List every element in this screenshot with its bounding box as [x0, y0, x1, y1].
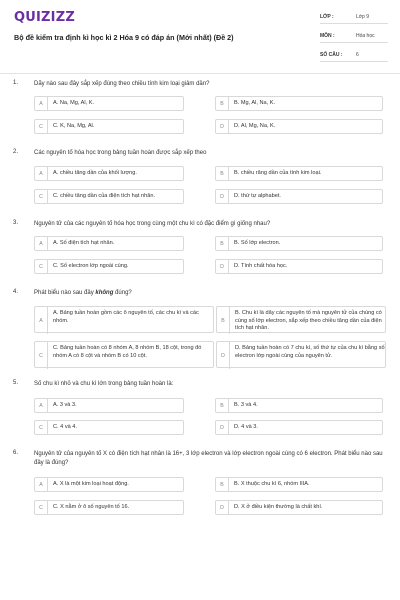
option-letter: B: [216, 97, 229, 110]
option-letter: A: [35, 97, 48, 110]
question-text: [34, 289, 384, 298]
worksheet-meta: [320, 10, 388, 67]
option-letter: D: [216, 190, 229, 203]
meta-question-count: [320, 48, 388, 62]
option-c[interactable]: [34, 500, 184, 515]
option-text: C. 4 và 4.: [53, 423, 77, 430]
meta-subject-label: MÔN :: [320, 32, 335, 39]
question-number: 3.: [13, 220, 19, 226]
question-text: Nguyên tử của các nguyên tố hóa học trong cùng một chu kì có đặc điểm gì giống nhau?: [34, 221, 271, 227]
option-d[interactable]: [215, 189, 383, 204]
option-text: A. Số điện tích hạt nhân.: [53, 239, 115, 246]
meta-count-value: 6: [356, 51, 359, 58]
option-b[interactable]: [215, 477, 383, 492]
question-number: 6.: [13, 450, 19, 456]
option-c[interactable]: [34, 259, 184, 274]
option-letter: A: [35, 167, 48, 180]
option-letter: C: [35, 120, 48, 133]
option-letter: C: [35, 260, 48, 273]
option-letter: B: [217, 307, 230, 334]
option-text: A. X là một kim loại hoạt động.: [53, 480, 129, 487]
option-letter: D: [216, 260, 229, 273]
question-number: 5.: [13, 380, 19, 386]
option-text: C. K, Na, Mg, Al.: [53, 122, 95, 129]
option-letter: C: [35, 421, 48, 434]
meta-subject-value: Hóa học: [356, 32, 375, 39]
option-a[interactable]: [34, 96, 184, 111]
option-letter: C: [35, 501, 48, 514]
option-text: A. 3 và 3.: [53, 401, 77, 408]
meta-class-value: Lớp 9: [356, 13, 370, 20]
header-divider: [0, 73, 400, 74]
option-letter: C: [35, 190, 48, 203]
option-letter: B: [216, 399, 229, 412]
option-a[interactable]: [34, 236, 184, 251]
option-a[interactable]: [34, 306, 214, 333]
question-number: 2.: [13, 149, 19, 155]
meta-count-label: SỐ CÂU :: [320, 51, 343, 58]
option-b[interactable]: [215, 166, 383, 181]
question-text: Dãy nào sau đây sắp xếp đúng theo chiều tính kim loại giảm dần?: [34, 81, 210, 87]
option-c[interactable]: [34, 341, 214, 368]
option-text: B. Mg, Al, Na, K.: [234, 99, 276, 106]
option-letter: B: [216, 478, 229, 491]
meta-class: [320, 10, 388, 24]
option-letter: A: [35, 478, 48, 491]
question-number: 1.: [13, 80, 19, 86]
option-d[interactable]: [215, 259, 383, 274]
question-text-after: đúng?: [113, 290, 132, 296]
meta-class-label: LỚP :: [320, 13, 334, 20]
question-text: Số chu kì nhỏ và chu kì lớn trong bảng tuần hoàn là:: [34, 381, 174, 387]
option-d[interactable]: [215, 500, 383, 515]
option-letter: A: [35, 237, 48, 250]
meta-subject: [320, 29, 388, 43]
option-text: C. chiều tăng dần của điện tích hạt nhân.: [53, 192, 156, 199]
option-c[interactable]: [34, 420, 184, 435]
question-text-emphasis: không: [95, 290, 114, 296]
option-letter: A: [35, 307, 48, 334]
option-text: D. Bảng tuần hoàn có 7 chu kì, số thứ tự của chu kì bằng số electron lớp ngoài cùng của nguyên tử.: [235, 345, 385, 359]
option-a[interactable]: [34, 477, 184, 492]
option-text: B. X thuộc chu kì 6, nhóm IIIA.: [234, 480, 310, 487]
question-text: Nguyên tử của nguyên tố X có điện tích hạt nhân là 16+, 3 lớp electron và lớp electron ngoài cùng có 6 electron. Phát biểu nào sau đây là đúng?: [34, 451, 383, 466]
quizizz-logo[interactable]: QUIZIZZ: [14, 10, 75, 25]
option-b[interactable]: [215, 96, 383, 111]
option-c[interactable]: [34, 119, 184, 134]
option-text: B. 3 và 4.: [234, 401, 258, 408]
option-text: C. Số electron lớp ngoài cùng.: [53, 262, 129, 269]
option-a[interactable]: [34, 398, 184, 413]
option-b[interactable]: [215, 236, 383, 251]
option-text: D. X ở điều kiện thường là chất khí.: [234, 503, 323, 510]
option-a[interactable]: [34, 166, 184, 181]
option-letter: A: [35, 399, 48, 412]
option-text: A. Bảng tuần hoàn gồm các ô nguyên tố, các chu kì và các nhóm.: [53, 310, 199, 324]
option-letter: D: [216, 501, 229, 514]
option-d[interactable]: [216, 341, 386, 368]
option-text: C. X nằm ở ô số nguyên tố 16.: [53, 503, 130, 510]
option-text: B. Số lớp electron.: [234, 239, 281, 246]
worksheet-title: Bộ đề kiểm tra định kì học kì 2 Hóa 9 có đáp án (Mới nhất) (Đề 2): [14, 33, 234, 42]
option-b[interactable]: [215, 398, 383, 413]
option-letter: D: [216, 421, 229, 434]
option-text: D. Tính chất hóa học.: [234, 262, 288, 269]
option-text: B. Chu kì là dãy các nguyên tố mà nguyên tử của chúng có cùng số lớp electron, sắp xếp theo chiều tăng dần của điện tích hạt nhân.: [235, 310, 382, 331]
option-text: D. Al, Mg, Na, K.: [234, 122, 276, 129]
option-text: A. Na, Mg, Al, K.: [53, 99, 95, 106]
question-number: 4.: [13, 289, 19, 295]
question-text: Các nguyên tố hóa học trong bảng tuần hoàn được sắp xếp theo: [34, 150, 207, 156]
option-d[interactable]: [215, 119, 383, 134]
option-d[interactable]: [215, 420, 383, 435]
worksheet-header: [0, 0, 400, 72]
option-letter: B: [216, 167, 229, 180]
option-text: A. chiều tăng dần của khối lượng.: [53, 169, 137, 176]
option-text: C. Bảng tuần hoàn có 8 nhóm A, 8 nhóm B, 18 cột, trong đó nhóm A có 8 cột và nhóm B có 10 cột.: [53, 345, 202, 359]
question-text-before: Phát biểu nào sau đây: [34, 290, 96, 296]
option-text: D. thứ tự alphabet.: [234, 192, 281, 199]
option-text: D. 4 và 3.: [234, 423, 258, 430]
option-text: B. chiều răng dần của tính kim loại.: [234, 169, 322, 176]
option-c[interactable]: [34, 189, 184, 204]
option-letter: B: [216, 237, 229, 250]
option-letter: D: [217, 342, 230, 369]
option-letter: D: [216, 120, 229, 133]
option-letter: C: [35, 342, 48, 369]
option-b[interactable]: [216, 306, 386, 333]
